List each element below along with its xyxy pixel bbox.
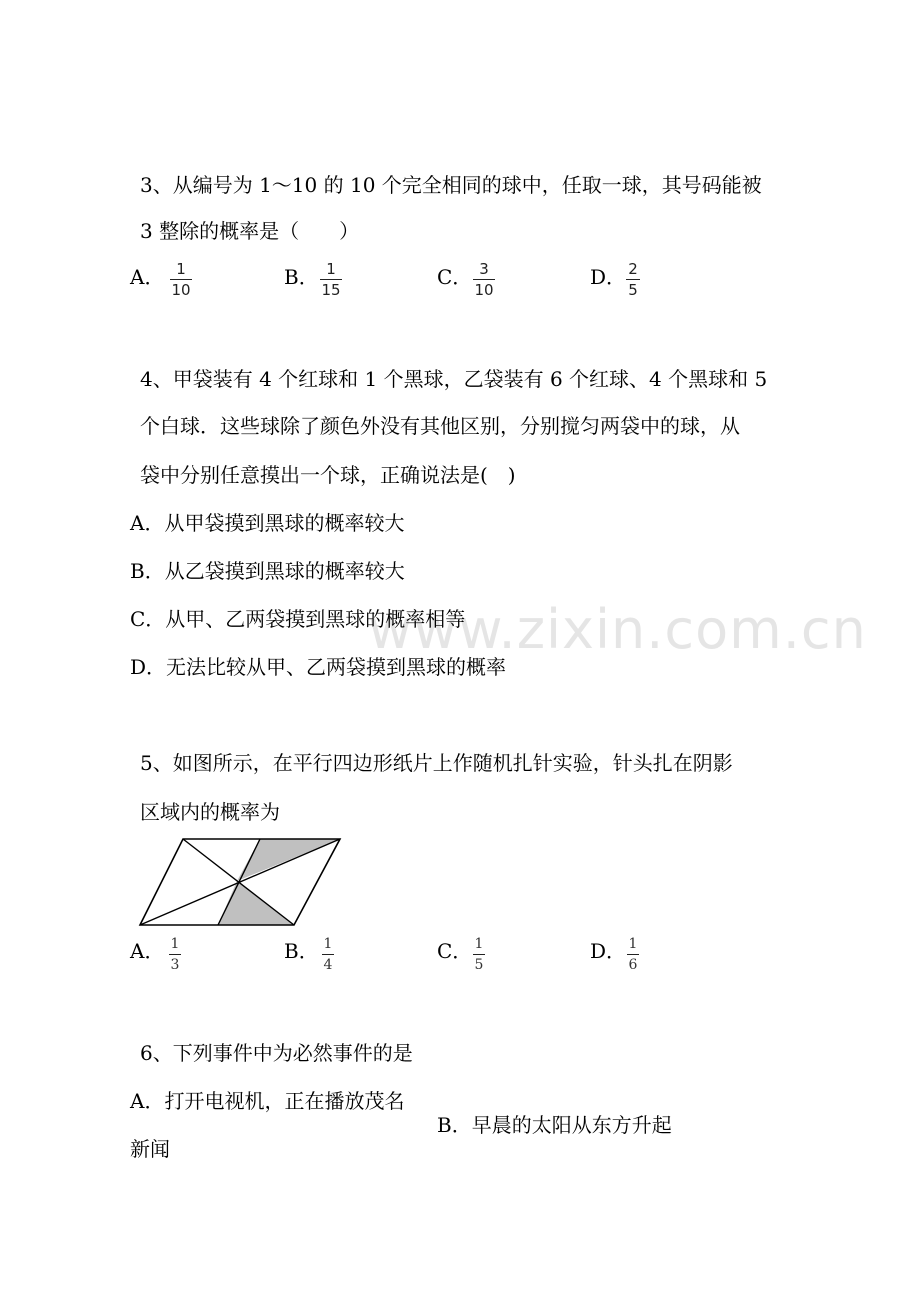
q3-option-d-label: D． — [590, 265, 627, 289]
q6-stem: 6、下列事件中为必然事件的是 — [140, 1041, 413, 1065]
q5-option-a-label: A． — [130, 939, 165, 963]
q5-option-a-fraction — [169, 936, 181, 973]
q4-stem-line1: 4、甲袋装有 4 个红球和 1 个黑球，乙袋装有 6 个红球、4 个黑球和 5 — [140, 367, 768, 391]
parallelogram-figure — [134, 833, 374, 931]
denominator: 10 — [474, 281, 494, 299]
numerator: 1 — [628, 936, 638, 952]
q3-option-c-label: C． — [437, 265, 473, 289]
denominator: 5 — [628, 281, 638, 299]
watermark: www.zixin.com.cn — [368, 598, 867, 661]
numerator: 1 — [474, 936, 484, 952]
q4-option-a: A．从甲袋摸到黑球的概率较大 — [130, 511, 405, 535]
denominator: 5 — [474, 957, 484, 973]
q5-option-d-label: D． — [590, 939, 627, 963]
fraction-bar — [473, 279, 495, 280]
q4-option-c: C．从甲、乙两袋摸到黑球的概率相等 — [130, 607, 466, 631]
fraction-bar — [170, 279, 192, 280]
q4-stem-line2: 个白球．这些球除了颜色外没有其他区别，分别搅匀两袋中的球，从 — [140, 414, 740, 438]
q5-option-c-label: C． — [437, 939, 473, 963]
q3-option-a-fraction — [170, 261, 192, 298]
q5-stem-line2: 区域内的概率为 — [140, 800, 280, 824]
numerator: 2 — [628, 260, 638, 278]
q4-stem-line3: 袋中分别任意摸出一个球，正确说法是( ) — [140, 463, 516, 487]
denominator: 6 — [628, 957, 638, 973]
q6-option-a-line1: A．打开电视机，正在播放茂名 — [130, 1089, 405, 1113]
q4-option-d: D．无法比较从甲、乙两袋摸到黑球的概率 — [130, 655, 507, 679]
q6-option-b: B．早晨的太阳从东方升起 — [437, 1113, 672, 1137]
fraction-bar — [626, 279, 640, 280]
numerator: 1 — [326, 260, 336, 278]
q5-stem-line1: 5、如图所示，在平行四边形纸片上作随机扎针实验，针头扎在阴影 — [140, 751, 733, 775]
denominator: 10 — [171, 281, 191, 299]
q5-option-b-fraction — [322, 936, 334, 973]
denominator: 15 — [321, 281, 341, 299]
denominator: 4 — [323, 957, 333, 973]
q3-option-d-fraction — [626, 261, 640, 298]
numerator: 1 — [176, 260, 186, 278]
fraction-bar — [320, 279, 342, 280]
fraction-bar — [322, 954, 334, 955]
numerator: 3 — [479, 260, 489, 278]
q4-option-b: B．从乙袋摸到黑球的概率较大 — [130, 559, 405, 583]
q5-option-b-label: B． — [284, 939, 319, 963]
q6-option-a-line2: 新闻 — [130, 1137, 170, 1161]
fraction-bar — [627, 954, 639, 955]
q3-option-b-label: B． — [284, 265, 319, 289]
fraction-bar — [169, 954, 181, 955]
q5-option-c-fraction — [473, 936, 485, 973]
numerator: 1 — [323, 936, 333, 952]
numerator: 1 — [170, 936, 180, 952]
q3-option-c-fraction — [473, 261, 495, 298]
q3-stem-line1: 3、从编号为 1～10 的 10 个完全相同的球中，任取一球，其号码能被 — [140, 173, 762, 197]
q3-stem-line2: 3 整除的概率是（ ） — [140, 219, 360, 243]
q5-option-d-fraction — [627, 936, 639, 973]
q3-option-a-label: A． — [130, 265, 165, 289]
denominator: 3 — [170, 957, 180, 973]
fraction-bar — [473, 954, 485, 955]
q3-option-b-fraction — [320, 261, 342, 298]
